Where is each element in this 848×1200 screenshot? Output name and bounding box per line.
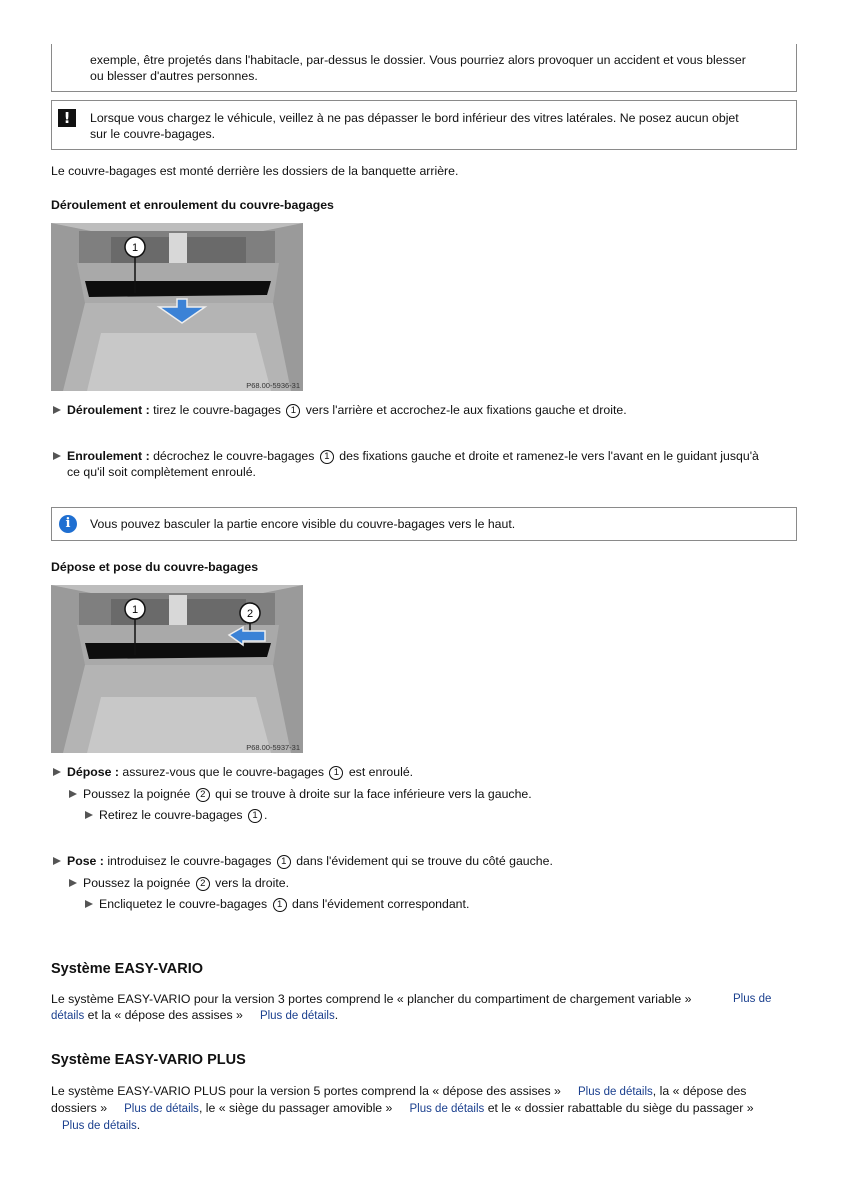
- section-heading-deroulement: Déroulement et enroulement du couvre-bagages: [51, 198, 334, 212]
- step-text: .: [263, 808, 268, 822]
- step-text-line-2: ce qu'il soit complètement enroulé.: [67, 465, 256, 479]
- bullet-arrow-icon: [69, 879, 77, 887]
- caution-box: [51, 100, 797, 150]
- svg-text:2: 2: [246, 608, 254, 620]
- callout-2-icon: 2: [196, 877, 210, 891]
- step-text: décrochez le couvre-bagages: [149, 449, 318, 463]
- easy-vario-plus-title: Système EASY-VARIO PLUS: [51, 1052, 246, 1068]
- step-text: dans l'évidement correspondant.: [288, 897, 470, 911]
- warning-box-continued: [51, 44, 797, 92]
- paragraph-text: .: [334, 1008, 339, 1022]
- details-link[interactable]: Plus de détails: [124, 1103, 199, 1115]
- photo-2-caption: P68.00-5937-31: [246, 743, 300, 752]
- bullet-arrow-icon: [53, 452, 61, 460]
- bullet-arrow-icon: [69, 790, 77, 798]
- section-heading-depose: Dépose et pose du couvre-bagages: [51, 560, 259, 574]
- step-label: Dépose :: [67, 765, 119, 779]
- step-text: des fixations gauche et droite et ramenez-le vers l'avant en le guidant jusqu'à: [335, 449, 759, 463]
- bullet-arrow-icon: [53, 406, 61, 414]
- trunk-photo-2: [51, 585, 303, 753]
- step-text: vers la droite.: [211, 876, 289, 890]
- step-text: vers l'arrière et accrochez-le aux fixations gauche et droite.: [302, 403, 627, 417]
- intro-paragraph: Le couvre-bagages est monté derrière les dossiers de la banquette arrière.: [51, 164, 459, 178]
- step-text: est enroulé.: [345, 765, 414, 779]
- svg-text:1: 1: [131, 242, 139, 254]
- details-link[interactable]: détails: [51, 1010, 85, 1022]
- paragraph-text: dossiers »: [51, 1101, 111, 1115]
- info-text: Vous pouvez basculer la partie encore visible du couvre-bagages vers le haut.: [90, 517, 516, 531]
- step-text: dans l'évidement qui se trouve du côté gauche.: [292, 854, 553, 868]
- details-link[interactable]: Plus de: [733, 993, 772, 1005]
- step-text: Poussez la poignée: [83, 876, 194, 890]
- easy-vario-paragraph: [51, 991, 797, 1024]
- step-text: qui se trouve à droite sur la face inférieure vers la gauche.: [211, 787, 532, 801]
- paragraph-text: .: [136, 1118, 141, 1132]
- exclamation-icon: !: [58, 109, 76, 127]
- callout-1-icon: 1: [248, 809, 262, 823]
- paragraph-text: , le « siège du passager amovible »: [198, 1101, 396, 1115]
- paragraph-text: et la « dépose des assises »: [84, 1008, 247, 1022]
- callout-2-icon: 2: [196, 788, 210, 802]
- info-icon: i: [59, 515, 77, 533]
- step-text: Encliquetez le couvre-bagages: [99, 897, 271, 911]
- svg-text:1: 1: [131, 604, 139, 616]
- trunk-photo-1: [51, 223, 303, 391]
- callout-1-icon: 1: [273, 898, 287, 912]
- details-link[interactable]: Plus de détails: [259, 1010, 335, 1022]
- caution-line-1: Lorsque vous chargez le véhicule, veillez à ne pas dépasser le bord inférieur des vitres latérales. Ne posez aucun objet: [90, 111, 739, 125]
- info-box: [51, 507, 797, 541]
- caution-text: [90, 110, 786, 142]
- warning-line-2: ou blesser d'autres personnes.: [90, 69, 258, 83]
- step-text: Poussez la poignée: [83, 787, 194, 801]
- step-label: Pose :: [67, 854, 104, 868]
- callout-1-icon: 1: [320, 450, 334, 464]
- details-link[interactable]: Plus de détails: [578, 1086, 653, 1098]
- warning-text: [90, 52, 786, 84]
- easy-vario-title: Système EASY-VARIO: [51, 961, 204, 977]
- warning-line-1: exemple, être projetés dans l'habitacle, par-dessus le dossier. Vous pourriez alors provoquer un accident et vous blesser: [90, 53, 746, 67]
- bullet-arrow-icon: [53, 768, 61, 776]
- paragraph-text: Le système EASY-VARIO PLUS pour la version 5 portes comprend la « dépose des assises »: [51, 1084, 565, 1098]
- step-label: Déroulement :: [67, 403, 150, 417]
- step-text: Retirez le couvre-bagages: [99, 808, 246, 822]
- paragraph-text: Le système EASY-VARIO pour la version 3 portes comprend le « plancher du compartiment de chargement variable »: [51, 992, 692, 1006]
- easy-vario-plus-paragraph: [51, 1083, 797, 1134]
- callout-1-icon: 1: [286, 404, 300, 418]
- caution-line-2: sur le couvre-bagages.: [90, 127, 216, 141]
- bullet-arrow-icon: [85, 900, 93, 908]
- step-text: tirez le couvre-bagages: [149, 403, 285, 417]
- details-link[interactable]: Plus de détails: [62, 1120, 137, 1132]
- step-text: introduisez le couvre-bagages: [103, 854, 275, 868]
- photo-1-caption: P68.00-5936-31: [246, 381, 300, 390]
- bullet-arrow-icon: [85, 811, 93, 819]
- paragraph-text: et le « dossier rabattable du siège du passager »: [484, 1101, 754, 1115]
- details-link[interactable]: Plus de détails: [409, 1103, 485, 1115]
- step-text: assurez-vous que le couvre-bagages: [118, 765, 328, 779]
- bullet-arrow-icon: [53, 857, 61, 865]
- paragraph-text: , la « dépose des: [652, 1084, 747, 1098]
- callout-1-icon: 1: [277, 855, 291, 869]
- step-label: Enroulement :: [67, 449, 150, 463]
- callout-1-icon: 1: [329, 766, 343, 780]
